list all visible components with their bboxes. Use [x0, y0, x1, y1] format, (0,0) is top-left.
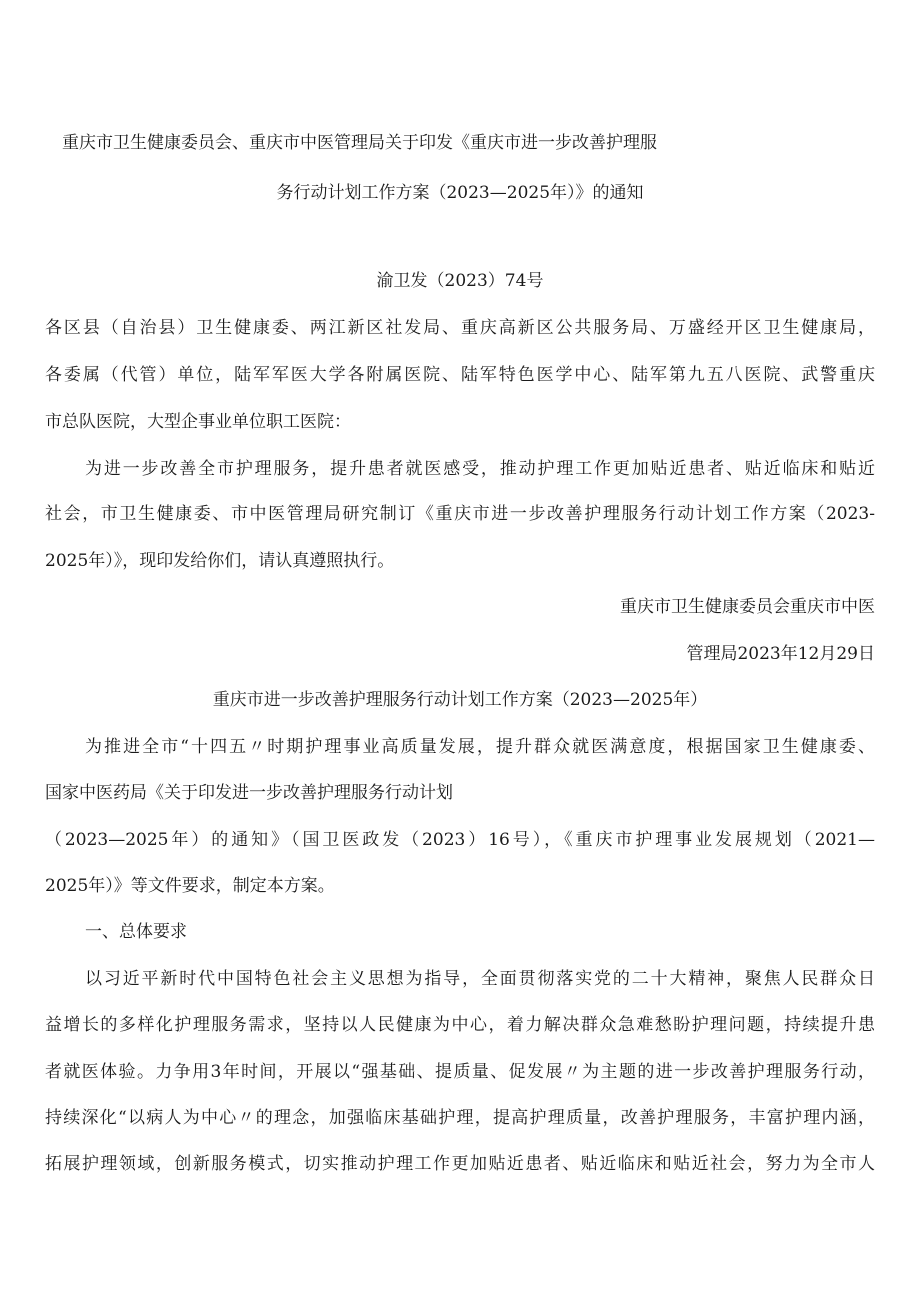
section-1-body-line-2: 益增长的多样化护理服务需求，坚持以人民健康为中心，着力解决群众急难愁盼护理问题，持续提升患: [45, 1015, 875, 1035]
section-1-body-line-5: 拓展护理领域，创新服务模式，切实推动护理工作更加贴近患者、贴近临床和贴近社会，努力为全市人: [45, 1154, 875, 1174]
document-number: 渝卫发（2023）74号: [376, 271, 544, 291]
plan-title: 重庆市进一步改善护理服务行动计划工作方案（2023—2025年）: [212, 690, 708, 710]
recipients-line-3: 市总队医院，大型企事业单位职工医院：: [45, 412, 351, 432]
section-1-body-line-4: 持续深化“以病人为中心〃的理念，加强临床基础护理，提高护理质量，改善护理服务，丰富护理内涵，: [45, 1108, 875, 1128]
document-title-line-1: 重庆市卫生健康委员会、重庆市中医管理局关于印发《重庆市进一步改善护理服: [62, 133, 657, 153]
plan-intro-line-3: （2023—2025年）的通知》（国卫医政发（2023）16号），《重庆市护理事业发展规划（2021—: [45, 830, 875, 850]
signature-line-2: 管理局2023年12月29日: [686, 644, 875, 664]
section-1-body-line-1: 以习近平新时代中国特色社会主义思想为指导，全面贯彻落实党的二十大精神，聚焦人民群众日: [85, 969, 875, 989]
notice-body-line-2: 社会，市卫生健康委、市中医管理局研究制订《重庆市进一步改善护理服务行动计划工作方案（2023-: [45, 504, 875, 524]
plan-intro-line-1: 为推进全市“十四五〃时期护理事业高质量发展，提升群众就医满意度，根据国家卫生健康委、: [85, 737, 875, 757]
recipients-line-1: 各区县（自治县）卫生健康委、两江新区社发局、重庆高新区公共服务局、万盛经开区卫生健康局，: [45, 318, 875, 338]
signature-line-1: 重庆市卫生健康委员会重庆市中医: [620, 597, 875, 617]
recipients-line-2: 各委属（代管）单位，陆军军医大学各附属医院、陆军特色医学中心、陆军第九五八医院、武警重庆: [45, 365, 875, 385]
document-title-line-2: 务行动计划工作方案（2023—2025年）》的通知: [276, 183, 644, 203]
notice-body-line-1: 为进一步改善全市护理服务，提升患者就医感受，推动护理工作更加贴近患者、贴近临床和贴近: [85, 459, 875, 479]
section-1-heading: 一、总体要求: [85, 922, 187, 942]
plan-intro-line-2: 国家中医药局《关于印发进一步改善护理服务行动计划: [45, 783, 453, 803]
section-1-body-line-3: 者就医体验。力争用3年时间，开展以“强基础、提质量、促发展〃为主题的进一步改善护理服务行动，: [45, 1062, 875, 1082]
plan-intro-line-4: 2025年）》等文件要求，制定本方案。: [45, 876, 335, 896]
notice-body-line-3: 2025年）》，现印发给你们，请认真遵照执行。: [45, 551, 395, 571]
